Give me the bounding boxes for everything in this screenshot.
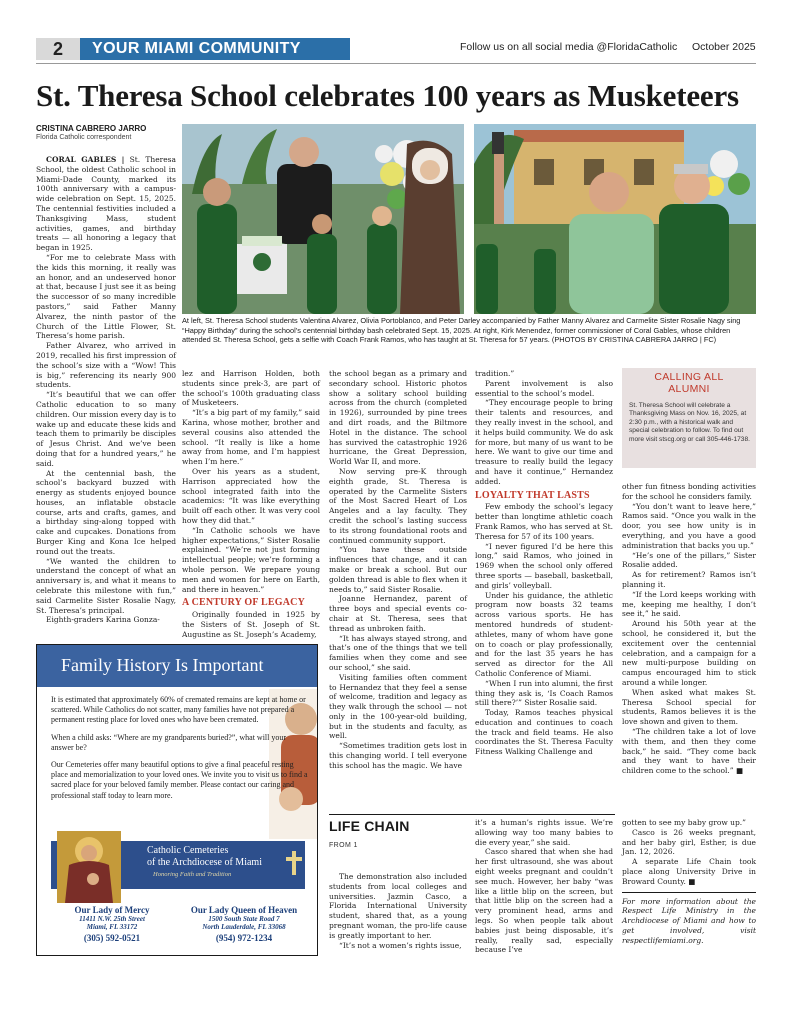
photo-birthday-image [182, 124, 464, 314]
paragraph: When asked what makes St. Theresa School special for students, Ramos believes it is the love shown and given to them. [622, 687, 756, 727]
ad-org-name-2: of the Archdiocese of Miami [147, 857, 262, 868]
lead-paragraph: CORAL GABLES | St. Theresa School, the oldest Catholic school in Miami-Dade County, marked its 100th anniversary with a campus-wide celebration on Sept. 15, 2025. The centennial festivities included a Thanksgiving Mass, student activities, games, and birthday treats — all honoring a legacy that began in 1925. [36, 155, 176, 253]
paragraph: Under his guidance, the athletic program now boasts 32 teams across various sports. He has mentored hundreds of student-athletes, many of whom have gone on to coach or play professionally, and for the last 35 years he has served as director for the All Catholic Conference of Miami. [475, 590, 613, 678]
paragraph: “I never figured I’d be here this long,” said Ramos, who joined in 1969 when the school only offered three sports — baseball, basketball, and girls’ volleyball. [475, 541, 613, 590]
paragraph: Casco shared that when she had her first ultrasound, she was about eight weeks pregnant and couldn’t see much. However, her baby “was like a little blip on the screen, but that little blip on the screen had a very prominent head, arms and legs. So when people talk about babies just being disposable, it’s really, really sad, especially because I’ve [475, 847, 613, 955]
ad-org-name: Catholic Cemeteries [147, 845, 229, 856]
location-name: Our Lady of Mercy [74, 905, 150, 915]
location-phone: (954) 972-1234 [215, 933, 273, 943]
paragraph: “Sometimes tradition gets lost in this changing world. I tell everyone this school has the magic. We have [329, 741, 467, 770]
photo-selfie-coach [474, 124, 756, 314]
location-city: Miami, FL 33172 [86, 923, 138, 931]
paragraph: “You don’t want to leave here,” Ramos said. “Once you walk in the door, you see how unity is in everything, and you have a good administration that backs you up.” [622, 501, 756, 550]
ad-org-tagline: Honoring Faith and Tradition [153, 871, 232, 878]
section-title: YOUR MIAMI COMMUNITY [80, 38, 350, 60]
location-city: North Lauderdale, FL 33068 [202, 923, 286, 931]
paragraph: The demonstration also included students from local colleges and universities. Jazmin Casco, a Florida International University student, shared that, as a young pregnant woman, the pro-life cause is greatly important to her. [329, 872, 467, 940]
ad-location-queen-of-heaven [173, 905, 315, 943]
paragraph: “When I run into alumni, the first thing they ask is, ‘Is Coach Ramos still there?’” Sister Rosalie said. [475, 678, 613, 708]
paragraph: Visiting families often comment to Hernandez that they feel a sense of welcome, tradition and legacy as they walk through the school — not only in the 100-year-old building, but in the students and faculty, as well. [329, 672, 467, 741]
calling-all-alumni-box [622, 368, 756, 468]
paragraph: Joanne Hernandez, parent of three boys and special events co-chair at St. Theresa, sees that thread as unbroken faith. [329, 594, 467, 633]
dateline: CORAL GABLES | [46, 155, 125, 164]
life-chain-column-1 [329, 872, 467, 950]
ad-paragraph: It is estimated that approximately 60% of cremated remains are kept at home or scattered. While Catholics do not scatter, many families have not prepared a permanent resting place for loved ones who have been cremated. [51, 695, 306, 725]
paragraph: Eighth-graders Karina Gonza- [46, 615, 160, 625]
life-chain-jump: FROM 1 [329, 842, 358, 849]
respect-life-note: For more information about the Respect Life Ministry in the Archdiocese of Miami and how to get involved, visit respectlifemiami.org. [622, 896, 756, 945]
subhead-loyalty-that-lasts: LOYALTY THAT LASTS [475, 489, 590, 501]
life-chain-column-2 [475, 818, 613, 955]
callout-text: St. Theresa School will celebrate a Thanksgiving Mass on Nov. 16, 2025, at 2:30 p.m., with a historical walk and special celebration to follow. To find out more visit stscg.org or call 305-446-1738. [629, 402, 750, 443]
paragraph: tradition.” [475, 369, 515, 378]
paragraph: “You have these outside influences that change, and it can make or break a school. But our golden thread is able to flex when it needs to,” said Sister Rosalie. [329, 545, 467, 594]
byline-author: CRISTINA CABRERO JARRO [36, 124, 147, 133]
ad-paragraph: Our Cemeteries offer many beautiful options to give a final peaceful resting place and memorialization to your loved ones. We invite you to visit us to find a sacred place for your beloved family member. Please contact our caring and professional staff today to learn more. [51, 760, 308, 800]
paragraph: the school began as a primary and secondary school. Historic photos show a solitary school building across from the church (completed in 1926), surrounded by pine trees and dirt roads, and the Biltmore Hotel in the distance. The school has survived the catastrophic 1926 hurricane, the Great Depression, World War II, and more. [329, 369, 467, 467]
paragraph: Father Alvarez, who arrived in 2019, recalled his first impression of the school’s size with a “Wow! This is big,” referencing its nearly 900 students. [36, 341, 176, 390]
paragraph: A separate Life Chain took place along University Drive in Broward County. ■ [622, 857, 756, 886]
life-chain-column-3 [622, 818, 756, 946]
article-column-4 [475, 369, 613, 757]
article-column-3 [329, 369, 467, 771]
callout-title-line1: CALLING ALL [654, 371, 724, 383]
location-name: Our Lady Queen of Heaven [190, 905, 298, 915]
cemetery-advertisement [36, 644, 318, 956]
callout-title-line2: ALUMNI [668, 383, 710, 395]
paragraph: “It’s not a women’s rights issue, [339, 940, 462, 950]
header-divider [36, 63, 756, 64]
paragraph: lez and Harrison Holden, both students since prek-3, are part of the school’s 100th graduating class of Musketeers. [182, 369, 320, 408]
location-address: 1500 South State Road 7 [208, 915, 280, 923]
article-headline: St. Theresa School celebrates 100 years as Musketeers [36, 78, 739, 113]
page-number: 2 [36, 38, 80, 60]
paragraph: “He’s one of the pillars,” Sister Rosalie added. [622, 550, 756, 570]
paragraph: it’s a human’s rights issue. We’re allowing way too many babies to die every year,” she said. [475, 818, 613, 847]
paragraph: gotten to see my baby grow up.” [622, 818, 747, 827]
ad-body [51, 695, 309, 808]
photo-birthday-celebration [182, 124, 464, 314]
madonna-image [57, 831, 121, 903]
paragraph: Today, Ramos teaches physical education and continues to coach the track and field teams. He also coordinates the St. Theresa Faculty Fitness Walking Challenge and [475, 708, 613, 757]
paragraph: other fun fitness bonding activities for the school he considers family. [622, 482, 756, 501]
ad-title: Family History Is Important [61, 655, 264, 675]
ad-location-mercy [47, 905, 177, 943]
paragraph: “It’s a big part of my family,” said Karina, whose mother, brother and several cousins also attended the school. “It really is like a home away from home, and I’m happiest when I’m here.” [182, 408, 320, 467]
ad-paragraph: When a child asks: “Where are my grandparents buried?”, what will your answer be? [51, 732, 287, 752]
paragraph: Parent involvement is also essential to the school’s model. [475, 378, 613, 398]
paragraph: Few embody the school’s legacy better than longtime athletic coach Frank Ramos, who has served at St. Theresa for 57 of its 100 years. [475, 502, 613, 541]
article-column-2 [182, 369, 320, 640]
paragraph: “For me to celebrate Mass with the kids this morning, it really was an honor, and an undeserved honor at that, because I just see it as being the successor of so many incredible pastors,” said Father Manny Alvarez, the ninth pastor of the Church of the Little Flower, St. Theresa’s home parish. [36, 252, 177, 341]
photo-caption: At left, St. Theresa School students Valentina Alvarez, Olivia Portoblanco, and Peter Darley accompanied by Father Manny Alvarez and Carmelite Sister Rosalie Nagy sing “Happy Birthday” during the school’s centennial birthday bash celebrated Sept. 15, 2025. At right, Kirk Menendez, former commissioner of Coral Gables, whose children attended St. Theresa School, gets a selfie with Coach Frank Ramos, who has taught at St. Theresa for 57 years. (PHOTOS BY CRISTINA CABRERA JARRO | FC) [182, 316, 741, 345]
paragraph: Over his years as a student, Harrison appreciated how the school integrated faith into the academics: “It was like everything built off each other. It was very cool how they did that.” [182, 466, 320, 525]
paragraph: Casco is 26 weeks pregnant, and her baby girl, Esther, is due Jan. 12, 2026. [622, 827, 756, 857]
article-column-1 [36, 155, 176, 625]
life-chain-divider [329, 814, 615, 815]
photo-selfie-image [474, 124, 756, 314]
paragraph: Around his 50th year at the school, he considered it, but the excitement over the centennial celebration, and a campaign for a new multi-purpose building on campus encouraged him to stick around a while longer. [622, 619, 756, 687]
cross-icon [283, 849, 305, 877]
byline-role: Florida Catholic correspondent [36, 134, 132, 141]
location-address: 11411 N.W. 25th Street [79, 915, 145, 923]
location-phone: (305) 592-0521 [83, 933, 141, 943]
life-chain-headline: LIFE CHAIN [329, 818, 410, 834]
paragraph: “If the Lord keeps working with me, keeping me healthy, I don’t see it,” he said. [622, 589, 756, 619]
paragraph: “It’s beautiful that we can offer Catholic education to so many children. Our mission every day is to wake up and educate these kids and teach them to primarily be disciples of Jesus Christ. And we’ve been doing that for a hundred years,” he said. [36, 390, 176, 468]
social-follow-text: Follow us on all social media @FloridaCatholic [460, 41, 678, 53]
paragraph: At the centennial bash, the school’s backyard buzzed with energy as students enjoyed bounce houses, an inflatable obstacle course, arts and crafts, games, and a birthday sing-along topped with cake and cupcakes. Donations from Burger King and Kona Ice helped round out the treats. [36, 468, 176, 556]
article-column-5 [622, 482, 756, 776]
paragraph: Originally founded in 1925 by the Sisters of St. Joseph of St. Augustine as St. Joseph’s Academy, [182, 610, 320, 639]
subhead-century-of-legacy: A CENTURY OF LEGACY [182, 597, 305, 609]
paragraph: “We wanted the children to understand the concept of what an anniversary is, and what it means to celebrate this milestone with fun,” said Carmelite Sister Rosalie Nagy, St. Theresa’s principal. [36, 556, 176, 615]
paragraph: As for retirement? Ramos isn’t planning it. [622, 570, 756, 589]
callout-title [622, 368, 756, 398]
note-divider [622, 892, 756, 893]
paragraph: “They encourage people to bring their talents and resources, and they really invest in the school, and it helps build community. We do ask for more, but many of us want to be here. We want to give our time and treasure to really build the legacy and have it continue,” Hernandez added. [475, 398, 613, 486]
paragraph: Now serving pre-K through eighth grade, St. Theresa is operated by the Carmelite Sisters of the Most Sacred Heart of Los Angeles and a lay faculty. They credit the school’s lasting success to its strong foundational roots and continued community support. [329, 466, 467, 545]
paragraph: “It has always stayed strong, and that’s one of the things that we tell families when they come and see our school,” she said. [329, 633, 467, 672]
paragraph: “The children take a lot of love with them, and then they come back,” he said. “They come back and they want to have their children come to the school.” ■ [622, 726, 756, 776]
paragraph: “In Catholic schools we have higher expectations,” Sister Rosalie explained. “We’re not just forming intellectual people; we’re forming a whole person. We prepare young men and women for here on Earth, and there in heaven.” [182, 525, 320, 594]
issue-date: October 2025 [692, 41, 756, 53]
